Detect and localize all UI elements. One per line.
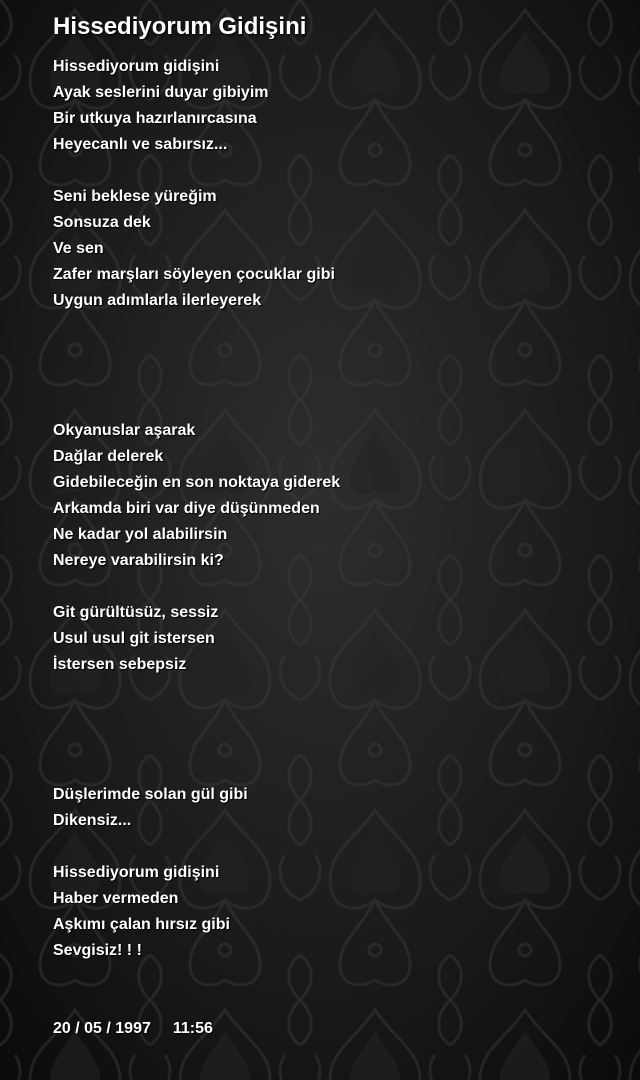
poem-line: Haber vermeden — [53, 890, 179, 907]
poem-line: Düşlerimde solan gül gibi — [53, 786, 248, 803]
poem-line: İstersen sebepsiz — [53, 656, 187, 673]
poem-date: 20 / 05 / 1997 — [53, 1020, 151, 1037]
poem-date-time — [53, 1016, 613, 1042]
poem-line: Nereye varabilirsin ki? — [53, 552, 224, 569]
stanza-2 — [53, 184, 613, 314]
poem-time: 11:56 — [172, 1020, 213, 1037]
poem-line: Hissediyorum gidişini — [53, 864, 220, 881]
poem-line: Ne kadar yol alabilirsin — [53, 526, 228, 543]
stanza-4 — [53, 600, 613, 678]
poem-line: Zafer marşları söyleyen çocuklar gibi — [53, 266, 335, 283]
poem-line: Okyanuslar aşarak — [53, 422, 196, 439]
poem-line: Ve sen — [53, 240, 104, 257]
poem-line: Sevgisiz! ! ! — [53, 942, 142, 959]
poem-line: Usul usul git istersen — [53, 630, 215, 647]
poem-line: Seni beklese yüreğim — [53, 188, 217, 205]
stanza-3 — [53, 418, 613, 574]
poem-line: Heyecanlı ve sabırsız... — [53, 136, 228, 153]
stanza-5 — [53, 782, 613, 834]
poem-line: Gidebileceğin en son noktaya giderek — [53, 474, 341, 491]
poem-line: Ayak seslerini duyar gibiyim — [53, 84, 269, 101]
poem-title: Hissediyorum Gidişini — [53, 13, 307, 40]
poem-line: Sonsuza dek — [53, 214, 151, 231]
stanza-1 — [53, 54, 613, 158]
poem-line: Dağlar delerek — [53, 448, 164, 465]
poem-line: Git gürültüsüz, sessiz — [53, 604, 219, 621]
poem-line: Arkamda biri var diye düşünmeden — [53, 500, 320, 517]
poem-content — [53, 12, 613, 1042]
poem-line: Bir utkuya hazırlanırcasına — [53, 110, 257, 127]
poem-line: Uygun adımlarla ilerleyerek — [53, 292, 262, 309]
poem-line: Dikensiz... — [53, 812, 132, 829]
stanza-6 — [53, 860, 613, 964]
poem-line: Hissediyorum gidişini — [53, 58, 220, 75]
poem-line: Aşkımı çalan hırsız gibi — [53, 916, 230, 933]
